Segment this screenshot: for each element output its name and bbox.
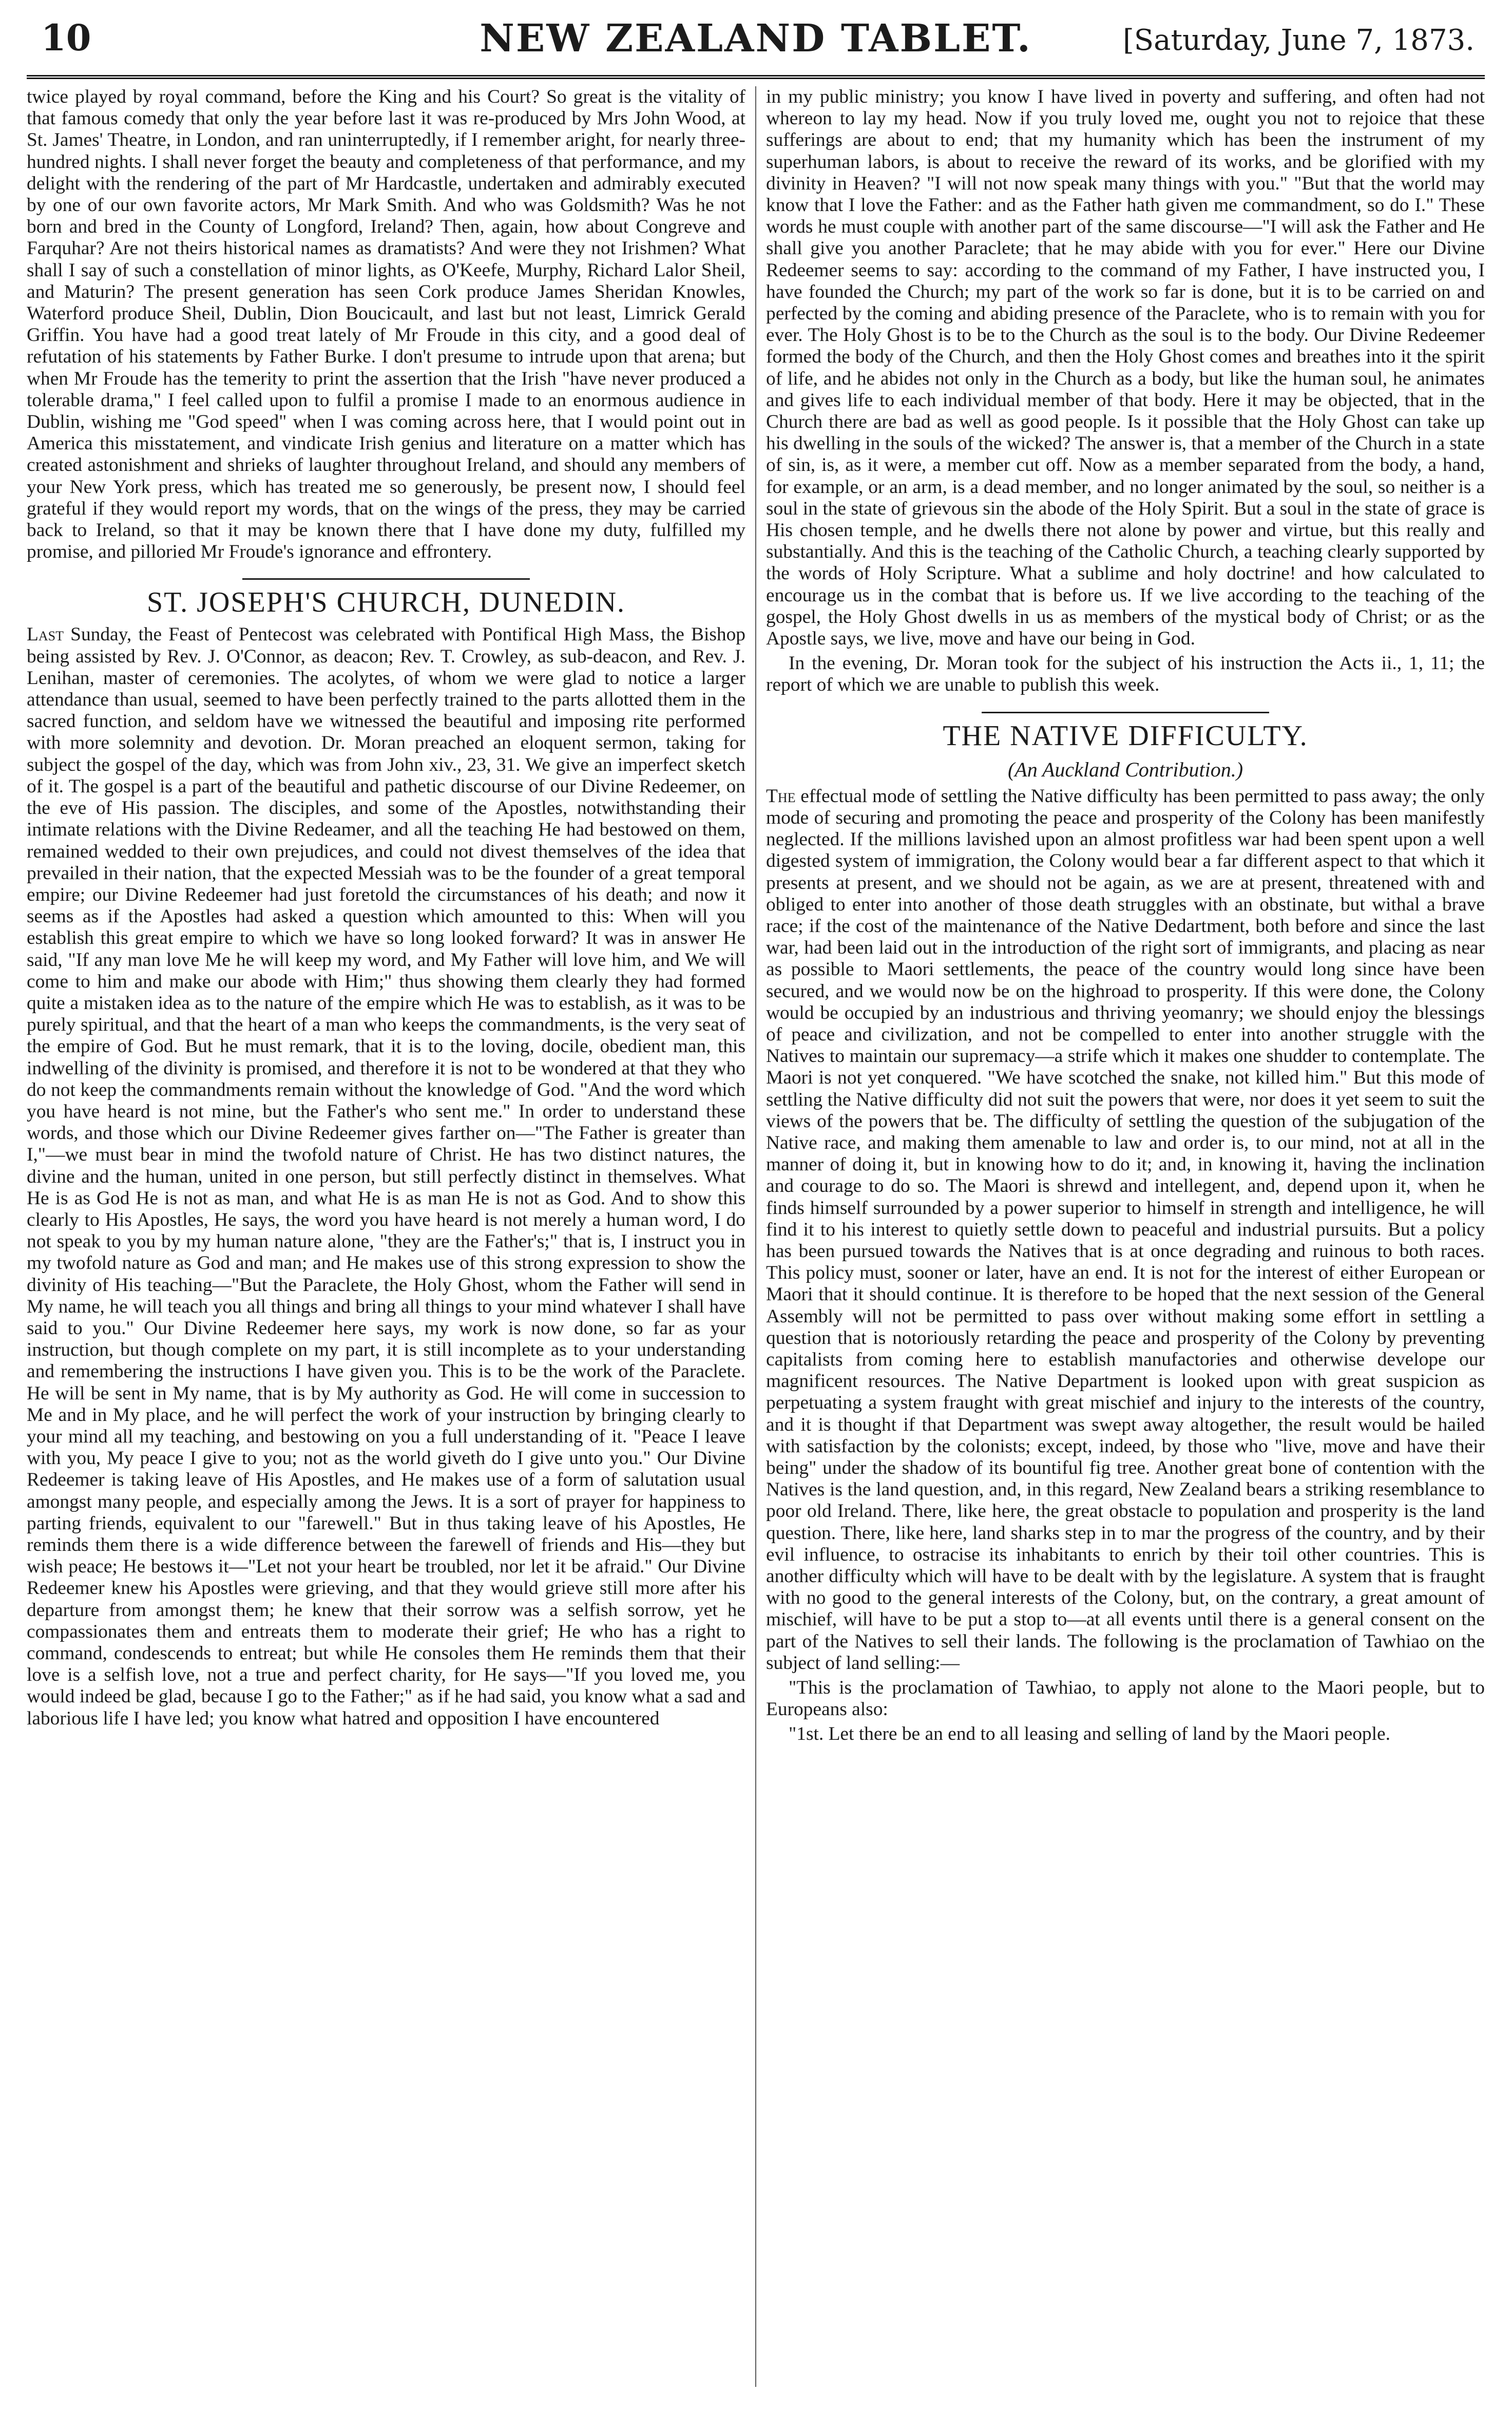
- st-josephs-article-text: Sunday, the Feast of Pentecost was celebrated with Pontifical High Mass, the Bishop being assisted by Rev. J. O'Connor, as deacon; Rev. T. Crowley, as sub-deacon, and Rev. J. Lenihan, master of ceremonies. The acolytes, of whom we were glad to notice a larger attendance than usual, seemed to have been perfectly trained to the parts allotted them in the sacred function, and seldom have we witnessed the beautiful and imposing rite performed with more solemnity and devotion. Dr. Moran preached an eloquent sermon, taking for subject the gospel of the day, which was from John xiv., 23, 31. We give an imperfect sketch of it. The gospel is a part of the beautiful and pathetic discourse of our Divine Redeemer, on the eve of His passion. The disciples, and some of the Apostles, notwithstanding their intimate relations with the Divine Redeamer, and all the teaching He had bestowed on them, remained wedded to their own prejudices, and could not divest themselves of the idea that prevailed in their nation, that the expected Messiah was to be the founder of a great temporal empire; our Divine Redeemer had just foretold the circumstances of his death; and now it seems as if the Apostles had asked a question which amounted to this: When will you establish this great empire to which we have so long looked forward? It was in answer He said, "If any man love Me he will keep my word, and My Father will love him, and We will come to him and make our abode with Him;" thus showing them clearly they had formed quite a mistaken idea as to the nature of the empire which He was to establish, as it was to be purely spiritual, and that the heart of a man who keeps the commandments, is the very seat of the empire of God. But he must remark, that it is to the loving, docile, obedient man, this indwelling of the divinity is promised, and therefore it is not to be wondered at that they who do not keep the commandments remain without the knowledge of God. "And the word which you have heard is not mine, but the Father's who sent me." In order to understand these words, and those which our Divine Redeemer gives farther on—"The Father is greater than I,"—we must bear in mind the twofold nature of Christ. He has two distinct natures, the divine and the human, united in one person, but still perfectly distinct in themselves. What He is as God He is not as man, and what He is as man He is not as God. And to show this clearly to His Apostles, He says, the word you have heard is not merely a human word, I do not speak to you by my human nature alone, "they are the Father's;" that is, I instruct you in my twofold nature as God and man; and He makes use of this strong expression to show the divinity of His teaching—"But the Paraclete, the Holy Ghost, whom the Father will send in My name, he will teach you all things and bring all things to your mind whatever I shall have said to you." Our Divine Redeemer here says, my work is now done, so far as your instruction, but though complete on my part, it is still incomplete as to your understanding and remembering the instructions I have given you. This is to be the work of the Paraclete. He will be sent in My name, that is by My authority as God. He will come in succession to Me and in My place, and he will perfect the work of your instruction by bringing clearly to your mind all my teaching, and bestowing on you a full understanding of it. "Peace I leave with you, My peace I give to you; not as the world giveth do I give unto you." Our Divine Redeemer is taking leave of His Apostles, and He makes use of a form of salutation usual amongst many people, and especially among the Jews. It is a sort of prayer for happiness to parting friends, equivalent to our "farewell." But in thus taking leave of his Apostles, He reminds them there is a wide difference between the farewell of friends and His—they but wish peace; He bestows it—"Let not your heart be troubled, nor let it be afraid." Our Divine Redeemer knew his Apostles were grieving, and that they would grieve still more after his departure from amongst them; he knew that their sorrow was a selfish sorrow, yet he compassionates them and entreats them to moderate their grief; He who has a right to command, condescends to entreat; but while He consoles them He reminds them that their love is a selfish love, not a true and perfect charity, for He says—"If you loved me, you would indeed be glad, because I go to the Father;" as if he had said, you know what a sad and laborious life I have led; you know what hatred and opposition I have encountered: [27, 624, 745, 1729]
- left-column: [27, 86, 745, 2397]
- newspaper-title: NEW ZEALAND TABLET.: [480, 16, 1032, 61]
- article-lead-word-right: The: [766, 785, 796, 807]
- page-number: 10: [41, 16, 91, 59]
- article-separator-right: [982, 712, 1269, 713]
- article-heading-native-difficulty: THE NATIVE DIFFICULTY.: [943, 719, 1308, 752]
- article-separator: [242, 578, 530, 580]
- newspaper-page: [27, 14, 1485, 2397]
- article-subheading: (An Auckland Contribution.): [1007, 757, 1243, 781]
- native-difficulty-article-text: effectual mode of settling the Native difficulty has been permitted to pass away; the only mode of securing and promoting the peace and prosperity of the Colony has been manifestly neglected. If the millions lavished upon an almost profitless war had been spent upon a well digested system of immigration, the Colony would bear a far different aspect to that which it presents at present, and we should not be again, as we are at present, threatened with and obliged to enter into another of those death struggles with an obstinate, but withal a brave race; if the cost of the maintenance of the Native Dedartment, both before and since the last war, had been laid out in the introduction of the right sort of immigrants, and placing as near as possible to Maori settlements, the peace of the country would long since have been secured, and we would now be on the highroad to prosperity. If this were done, the Colony would be occupied by an industrious and thriving yeomanry; we should enjoy the blessings of peace and civilization, and not be compelled to enter into another struggle with the Natives to maintain our supremacy—a strife which it makes one shudder to contemplate. The Maori is not yet conquered. "We have scotched the snake, not killed him." But this mode of settling the Native difficulty did not suit the powers that were, nor does it yet seem to suit the views of the powers that be. The difficulty of settling the question of the subjugation of the Native race, and making them amenable to law and order is, to our mind, not at all in the manner of doing it, but in knowing how to do it; and, in knowing it, having the inclination and courage to do so. The Maori is shrewd and intellegent, and, depend upon it, when he finds himself surrounded by a power superior to himself in strength and intelligence, he will find it to his interest to quietly settle down to peaceful and industrial pursuits. But a policy has been pursued towards the Natives that is at once degrading and ruinous to both races. This policy must, sooner or later, have an end. It is not for the interest of either European or Maori that it should continue. It is therefore to be hoped that the next session of the General Assembly will not be permitted to pass over without making some effort in settling a question that is notoriously retarding the peace and prosperity of the Colony by preventing capitalists from coming here to establish manufactories and otherwise develope our magnificent resources. The Native Department is looked upon with great suspicion as perpetuating a system fraught with great mischief and injury to the interests of the country, and it is thought if that Department was swept away altogether, the result would be hailed with satisfaction by the colonists; except, indeed, by those who "live, move and have their being" under the shadow of its bountiful fig tree. Another great bone of contention with the Natives is the land question, and, in this regard, New Zealand bears a striking resemblance to poor old Ireland. There, like here, the great obstacle to population and prosperity is the land question. There, like here, land sharks step in to mar the progress of the country, and by their evil influence, to ostracise its inhabitants to enrich by their toil other countries. This is another difficulty which will have to be dealt with by the legislature. A system that is fraught with no good to the general interests of the Colony, but, on the contrary, a great amount of mischief, will have to be put a stop to—at all events until there is a general consent on the part of the Natives to sell their lands. The following is the proclamation of Tawhiao on the subject of land selling:—: [766, 785, 1485, 1674]
- proclamation-quote-2: "1st. Let there be an end to all leasing and selling of land by the Maori people.: [789, 1723, 1390, 1745]
- sermon-continuation-text: in my public ministry; you know I have lived in poverty and suffering, and often had not whereon to lay my head. Now if you truly loved me, ought you not to rejoice that these sufferings are about to end; that my humanity which has been the instrument of my superhuman labors, is about to receive the reward of its works, and be glorified with my divinity in Heaven? "I will not now speak many things with you." "But that the world may know that I love the Father: and as the Father hath given me commandment, so do I." These words he must couple with another part of the same discourse—"I will ask the Father and He shall give you another Paraclete; that he may abide with you for ever." Here our Divine Redeemer seems to say: according to the command of my Father, I have instructed you, I have founded the Church; my part of the work so far is done, but it is to be carried on and perfected by the coming and abiding presence of the Paraclete, who is to remain with you for ever. The Holy Ghost is to be to the Church as the soul is to the body. Our Divine Redeemer formed the body of the Church, and then the Holy Ghost comes and breathes into it the spirit of life, and he abides not only in the Church as a body, but like the human soul, he animates and gives life to each individual member of that body. Here it may be objected, that in the Church there are bad as well as good people. Is it possible that the Holy Ghost can take up his dwelling in the souls of the wicked? The answer is, that a member of the Church in a state of sin, is, as it were, a member cut off. Now as a member separated from the body, a hand, for example, or an arm, is a dead member, and no longer animated by the soul, so neither is a soul in the state of grievous sin the abode of the Holy Spirit. But a soul in the state of grace is His chosen temple, and he dwells there not alone by power and virtue, but this really and substantially. And this is the teaching of the Catholic Church, a teaching clearly supported by the words of Holy Scripture. What a sublime and holy doctrine! and how calculated to encourage us in the combat that is before us. If we live according to the teaching of the gospel, the Holy Ghost dwells in us as members of the mystical body of Christ; or as the Apostle says, we live, move and have our being in God.: [766, 86, 1485, 650]
- article-lead-word: Last: [27, 624, 64, 646]
- proclamation-quote-1: "This is the proclamation of Tawhiao, to apply not alone to the Maori people, but to Europeans also:: [766, 1677, 1485, 1720]
- column-divider: [755, 86, 756, 2387]
- native-difficulty-article-body: [766, 786, 1485, 1674]
- right-column: [766, 86, 1485, 2397]
- article-heading-st-josephs: ST. JOSEPH'S CHURCH, DUNEDIN.: [146, 586, 626, 619]
- masthead-rule: [27, 75, 1485, 79]
- masthead: [27, 14, 1485, 76]
- continued-article-text: twice played by royal command, before the King and his Court? So great is the vitality of that famous comedy that only the year before last it was re-produced by Mrs John Wood, at St. James' Theatre, in London, and ran uninterruptedly, if I remember aright, for nearly three-hundred nights. I shall never forget the beauty and completeness of that performance, and my delight with the rendering of the part of Mr Hardcastle, undertaken and admirably executed by one of our own favorite actors, Mr Mark Smith. And who was Goldsmith? Was he not born and bred in the County of Longford, Ireland? Then, again, how about Congreve and Farquhar? Are not theirs historical names as dramatists? And were they not Irishmen? What shall I say of such a constellation of minor lights, as O'Keefe, Murphy, Richard Lalor Sheil, and Maturin? The present generation has seen Cork produce James Sheridan Knowles, Waterford produce Sheil, Dublin, Dion Boucicault, and last but not least, Limrick Gerald Griffin. You have had a good treat lately of Mr Froude in this city, and a good deal of refutation of his statements by Father Burke. I don't presume to intrude upon that arena; but when Mr Froude has the temerity to print the assertion that the Irish "have never produced a tolerable drama," I feel called upon to fulfil a promise I made to an enormous audience in Dublin, wishing me "God speed" when I was coming across here, that I would point out in America this misstatement, and vindicate Irish genius and literature on a matter which has created astonishment and shrieks of laughter throughout Ireland, and should any members of your New York press, which has treated me so generously, be present now, I should feel grateful if they would report my words, that on the wings of the press, they may be carried back to Ireland, so that it may be known there that I have done my duty, fulfilled my promise, and pilloried Mr Froude's ignorance and effrontery.: [27, 86, 745, 563]
- evening-note-text: In the evening, Dr. Moran took for the subject of his instruction the Acts ii., 1, 11; the report of which we are unable to publish this week.: [766, 653, 1485, 696]
- issue-date: [Saturday, June 7, 1873.: [1122, 24, 1475, 57]
- st-josephs-article-body: [27, 624, 745, 1729]
